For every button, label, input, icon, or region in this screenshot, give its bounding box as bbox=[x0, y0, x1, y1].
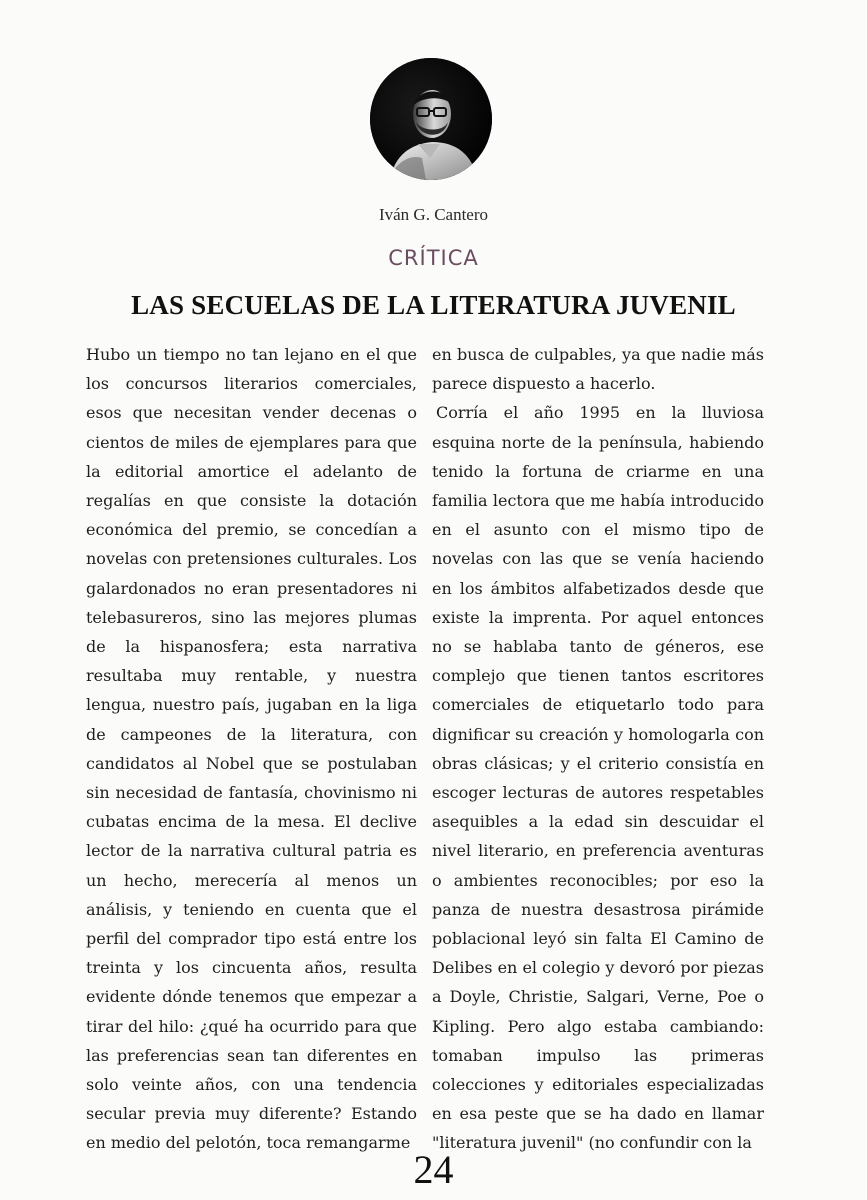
article-column-left bbox=[86, 340, 417, 1158]
page-number: 24 bbox=[413, 1147, 454, 1192]
author-name: Iván G. Cantero bbox=[378, 205, 489, 224]
article-title: LAS SECUELAS DE LA LITERATURA JUVENIL bbox=[131, 290, 736, 320]
author-portrait-illustration bbox=[370, 58, 492, 180]
author-photo bbox=[370, 58, 492, 180]
paragraph: Hubo un tiempo no tan lejano en el que los concursos literarios comerciales, esos que necesitan vender decenas o cientos de miles de ejemplares para que la editorial amortice el adelanto de regalías en que consiste la dotación económica del premio, se concedían a novelas con pretensiones culturales. Los galardonados no eran presentadores ni telebasureros, sino las mejores plumas de la hispanosfera; esta narrativa resultaba muy rentable, y nuestra lengua, nuestro país, jugaban en la liga de campeones de la literatura, con candidatos al Nobel que se postulaban sin necesidad de fantasía, chovinismo ni cubatas encima de la mesa. El declive lector de la narrativa cultural patria es un hecho, merecería al menos un análisis, y teniendo en cuenta que el perfil del comprador tipo está entre los treinta y los cincuenta años, resulta evidente dónde tenemos que empezar a tirar del hilo: ¿qué ha ocurrido para que las preferencias sean tan diferentes en solo veinte años, con una tendencia secular previa muy diferente? Estando en medio del pelotón, toca remangarme bbox=[86, 345, 417, 1153]
paragraph: Corría el año 1995 en la lluviosa esquina norte de la península, habiendo tenido la fortuna de criarme en una familia lectora que me había introducido en el asunto con el mismo tipo de novelas con las que se venía haciendo en los ámbitos alfabetizados desde que existe la imprenta. Por aquel entonces no se hablaba tanto de géneros, ese complejo que tienen tantos escritores comerciales de etiquetarlo todo para dignificar su creación y homologarla con obras clásicas; y el criterio consistía en escoger lecturas de autores respetables asequibles a la edad sin descuidar el nivel literario, en preferencia aventuras o ambientes reconocibles; por eso la panza de nuestra desastrosa pirámide poblacional leyó sin falta El Camino de Delibes en el colegio y devoró por piezas a Doyle, Christie, Salgari, Verne, Poe o Kipling. Pero algo estaba cambiando: tomaban impulso las primeras colecciones y editoriales especializadas en esa peste que se ha dado en llamar "literatura juvenil" (no confundir con la bbox=[432, 403, 764, 1153]
paragraph: en busca de culpables, ya que nadie más parece dispuesto a hacerlo. bbox=[432, 345, 764, 394]
section-label: CRÍTICA bbox=[388, 246, 479, 270]
article-column-right bbox=[432, 340, 764, 1158]
